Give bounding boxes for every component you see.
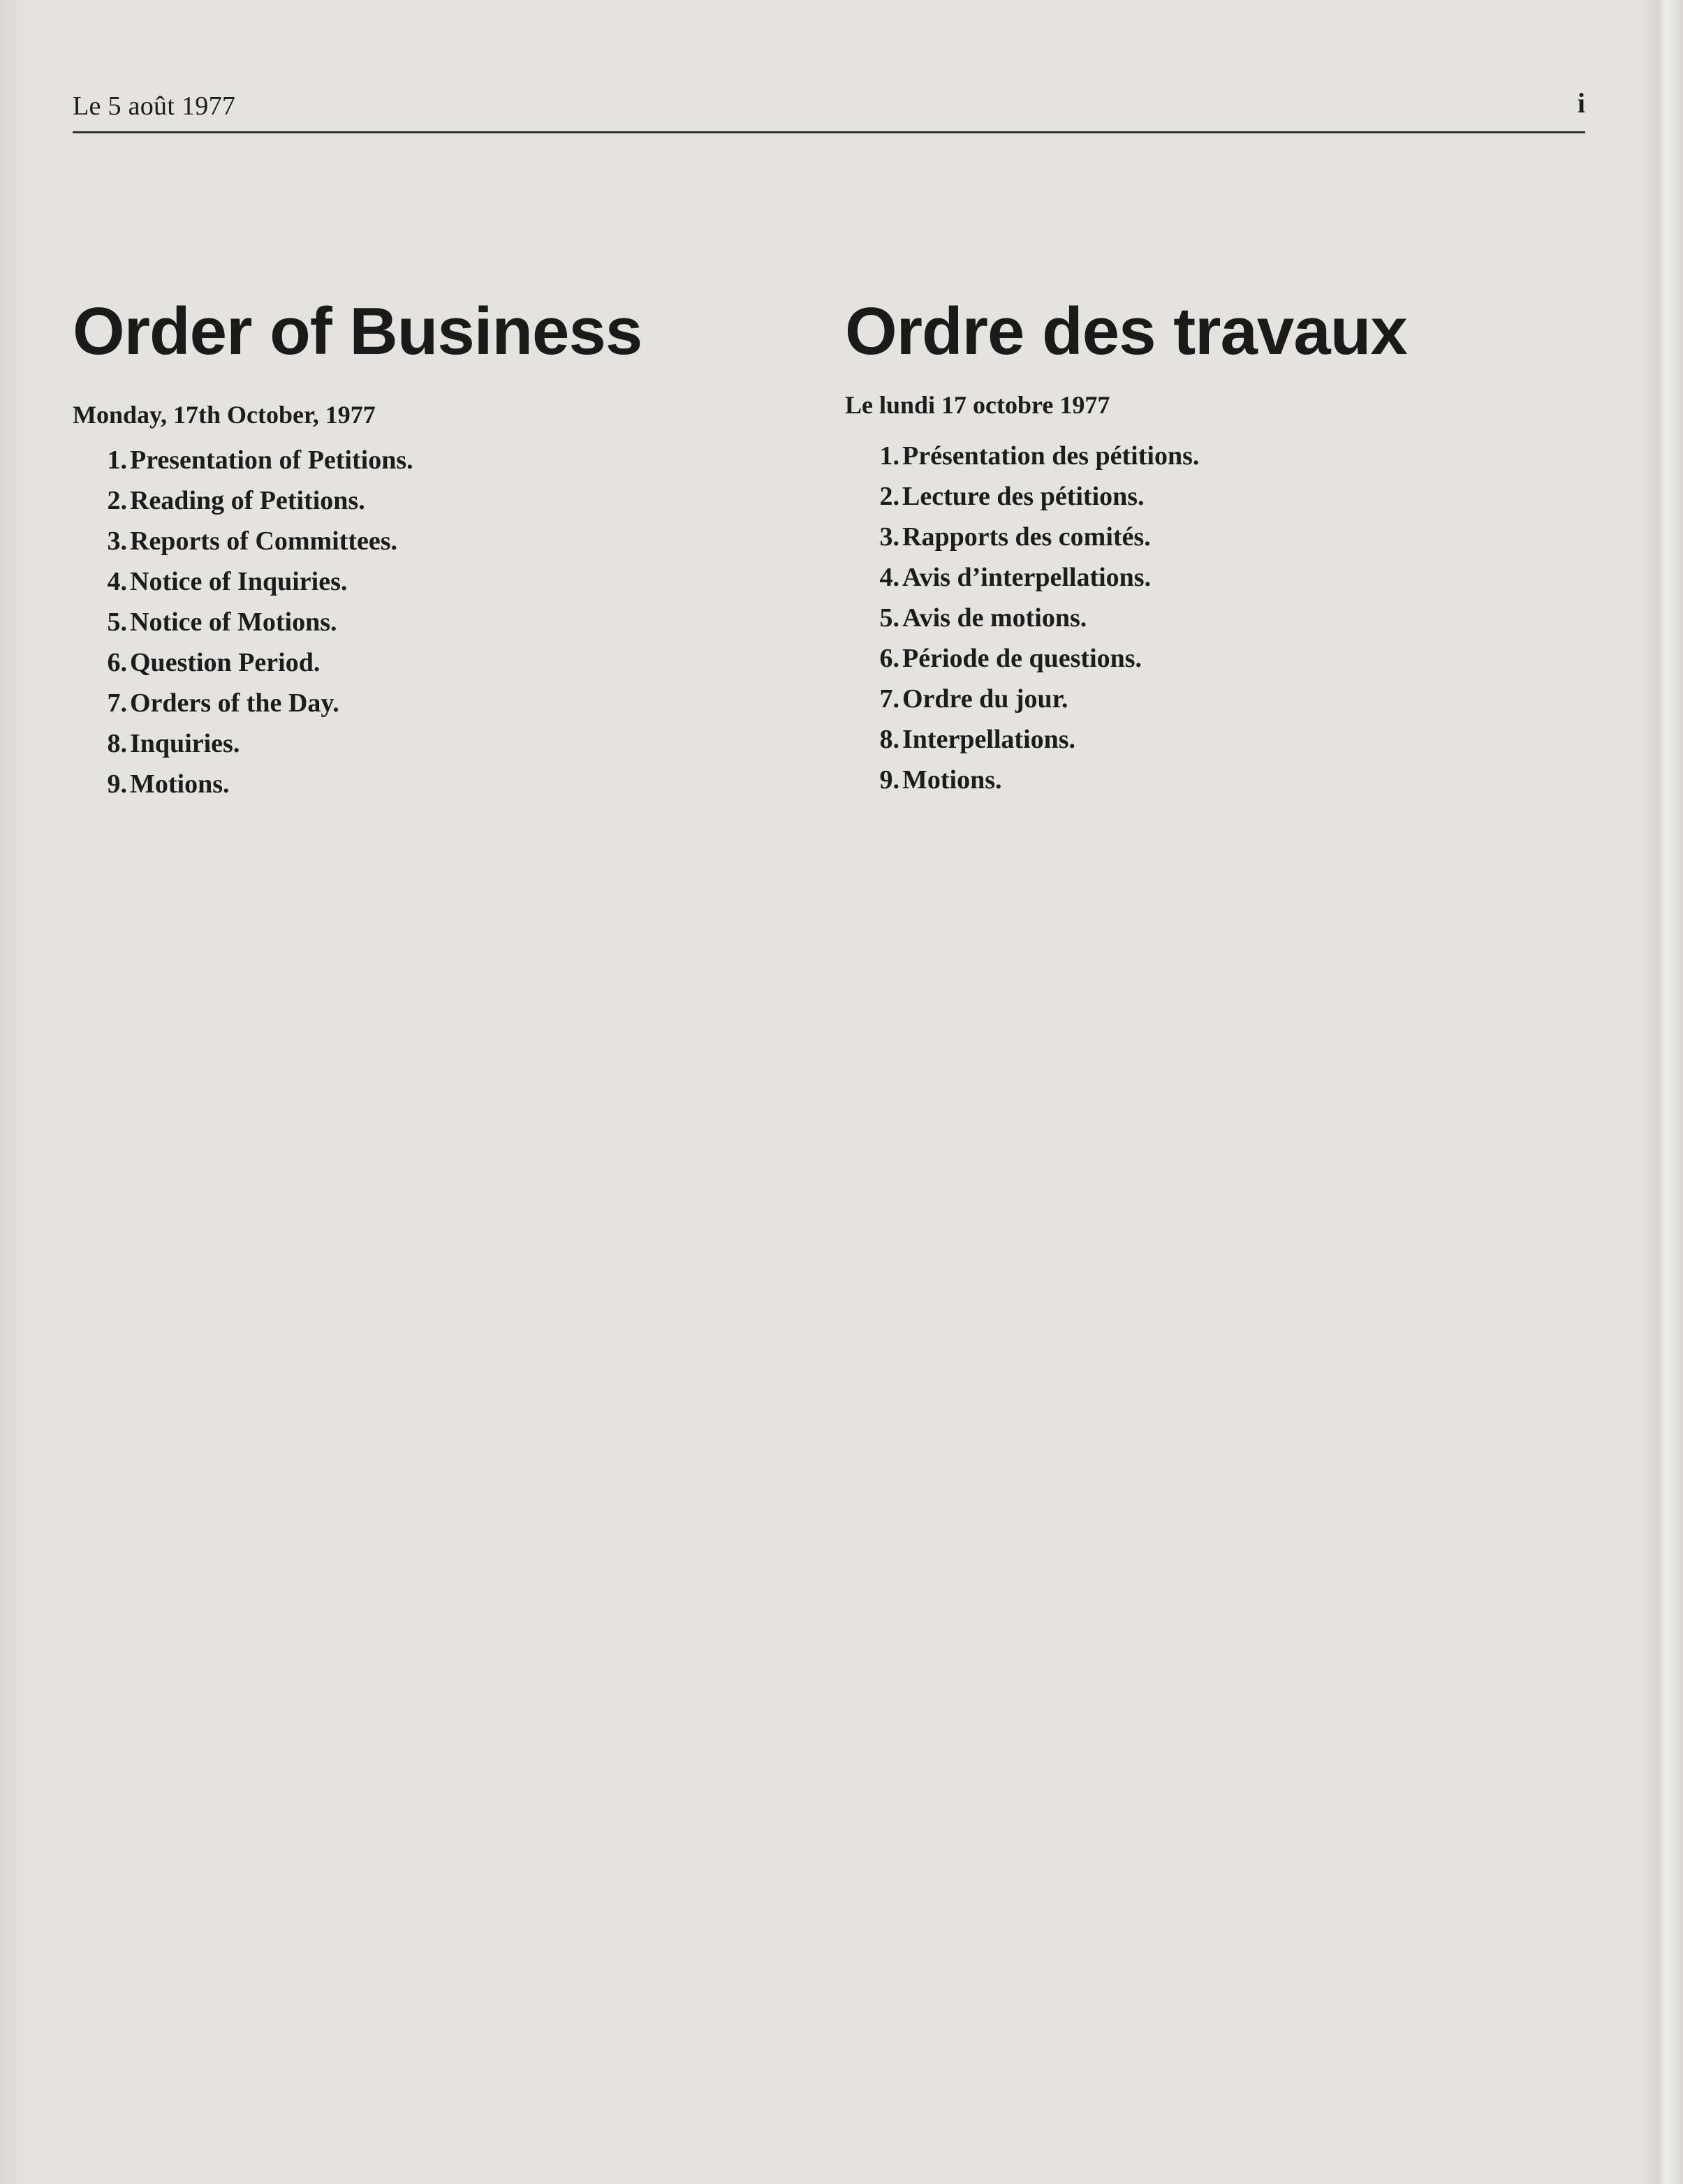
item-number: 3. — [879, 522, 899, 552]
page-edge-right — [1641, 0, 1683, 2184]
item-label: Presentation of Petitions. — [130, 445, 413, 475]
french-title: Ordre des travaux — [845, 294, 1407, 369]
list-item — [845, 557, 1613, 598]
english-date: Monday, 17th October, 1977 — [73, 401, 376, 429]
list-item — [73, 480, 834, 521]
list-item — [73, 440, 834, 480]
list-item — [73, 723, 834, 764]
item-label: Orders of the Day. — [130, 688, 339, 718]
item-number: 6. — [107, 648, 127, 677]
item-number: 4. — [107, 567, 127, 596]
item-label: Inquiries. — [130, 729, 240, 758]
item-number: 5. — [879, 603, 899, 633]
list-item — [845, 476, 1613, 517]
list-item — [845, 719, 1613, 760]
item-number: 5. — [107, 607, 127, 637]
item-number: 7. — [879, 684, 899, 714]
item-label: Interpellations. — [902, 725, 1076, 754]
item-label: Question Period. — [130, 648, 321, 677]
item-label: Avis de motions. — [902, 603, 1087, 633]
item-label: Notice of Motions. — [130, 607, 337, 637]
item-label: Reports of Committees. — [130, 526, 398, 556]
list-item — [73, 602, 834, 642]
list-item — [73, 521, 834, 561]
item-number: 2. — [107, 486, 127, 515]
item-label: Lecture des pétitions. — [902, 482, 1145, 511]
item-number: 1. — [879, 441, 899, 471]
list-item — [845, 760, 1613, 800]
list-item — [845, 436, 1613, 476]
list-item — [73, 642, 834, 683]
list-item — [73, 683, 834, 723]
french-column — [845, 293, 1613, 800]
item-number: 4. — [879, 563, 899, 592]
list-item — [73, 764, 834, 804]
item-number: 7. — [107, 688, 127, 718]
page-number: i — [1577, 87, 1585, 119]
item-label: Période de questions. — [902, 644, 1142, 673]
english-title: Order of Business — [73, 294, 642, 369]
french-agenda-list — [845, 436, 1613, 800]
list-item — [73, 561, 834, 602]
page-edge-left — [0, 0, 28, 2184]
item-number: 3. — [107, 526, 127, 556]
item-label: Ordre du jour. — [902, 684, 1068, 714]
list-item — [845, 638, 1613, 679]
item-number: 6. — [879, 644, 899, 673]
english-column — [73, 293, 834, 804]
item-label: Motions. — [902, 765, 1002, 795]
list-item — [845, 598, 1613, 638]
item-number: 1. — [107, 445, 127, 475]
item-label: Motions. — [130, 769, 230, 799]
item-label: Reading of Petitions. — [130, 486, 365, 515]
item-label: Notice of Inquiries. — [130, 567, 348, 596]
item-number: 8. — [107, 729, 127, 758]
list-item — [845, 517, 1613, 557]
item-label: Présentation des pétitions. — [902, 441, 1200, 471]
header-date: Le 5 août 1977 — [73, 91, 236, 121]
item-label: Rapports des comités. — [902, 522, 1151, 552]
item-number: 9. — [107, 769, 127, 799]
page-header — [73, 87, 1585, 133]
item-number: 2. — [879, 482, 899, 511]
english-agenda-list — [73, 440, 834, 804]
item-number: 9. — [879, 765, 899, 795]
french-date: Le lundi 17 octobre 1977 — [845, 391, 1110, 419]
item-label: Avis d’interpellations. — [902, 563, 1152, 592]
list-item — [845, 679, 1613, 719]
item-number: 8. — [879, 725, 899, 754]
